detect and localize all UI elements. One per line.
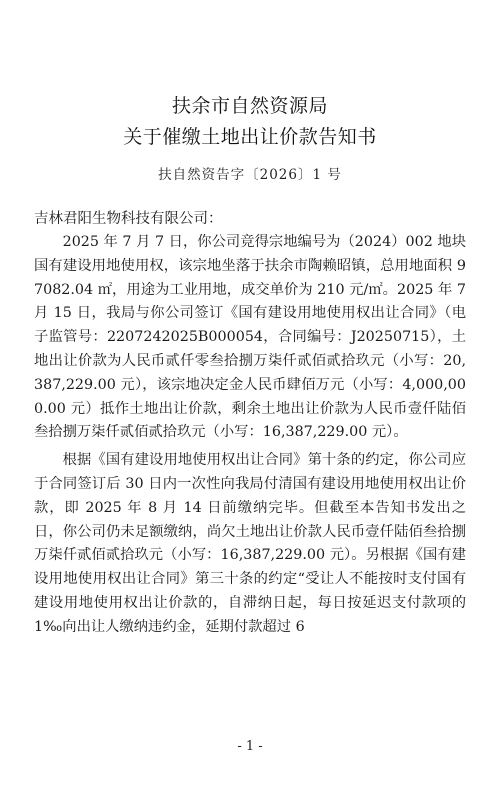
document-title-line2: 关于催缴土地出让价款告知书 [123,126,377,148]
document-body [34,231,466,644]
paragraph-1: 2025 年 7 月 7 日，你公司竞得宗地编号为（2024）002 地块国有建设用地使用权，该宗地坐落于扶余市陶赖昭镇，总用地面积 97082.04 ㎡，用途为工业用地，成交单价为 210 元/㎡。2025 年 7 月 15 日，我局与你公司签订《国有建设用地使用权出让合同》（电子监管号：2207242025B000054，合同编号：J20250715），土地出让价款为人民币贰仟零叁拾捌万柒仟贰佰贰拾玖元（小写：20,387,229.00 元），该宗地决定金人民币肆佰万元（小写：4,000,000.00 元）抵作土地出让价款，剩余土地出让价款为人民币壹仟陆佰叁拾捌万柒仟贰佰贰拾玖元（小写：16,387,229.00 元）。 [34,234,466,441]
document-number: 扶自然资告字〔2026〕1 号 [158,167,342,183]
addressee: 吉林君阳生物科技有限公司： [34,211,223,227]
page-number: - 1 - [237,739,263,754]
paragraph-2: 根据《国有建设用地使用权出让合同》第十条的约定，你公司应于合同签订后 30 日内一次性向我局付清国有建设用地使用权出让价款，即 2025 年 8 月 14 日前缴纳完毕。但截至本告知书发出之日，你公司仍未足额缴纳，尚欠土地出让价款人民币壹仟陆佰叁拾捌万柒仟贰佰贰拾玖元（小写：16,387,229.00 元）。另根据《国有建设用地使用权出让合同》第三十条的约定“受让人不能按时支付国有建设用地使用权出让价款的，自滞纳日起，每日按延迟支付款项的 1‰向出让人缴纳违约金，延期付款超过 6 [34,452,466,635]
document-title-line1: 扶余市自然资源局 [171,95,328,117]
